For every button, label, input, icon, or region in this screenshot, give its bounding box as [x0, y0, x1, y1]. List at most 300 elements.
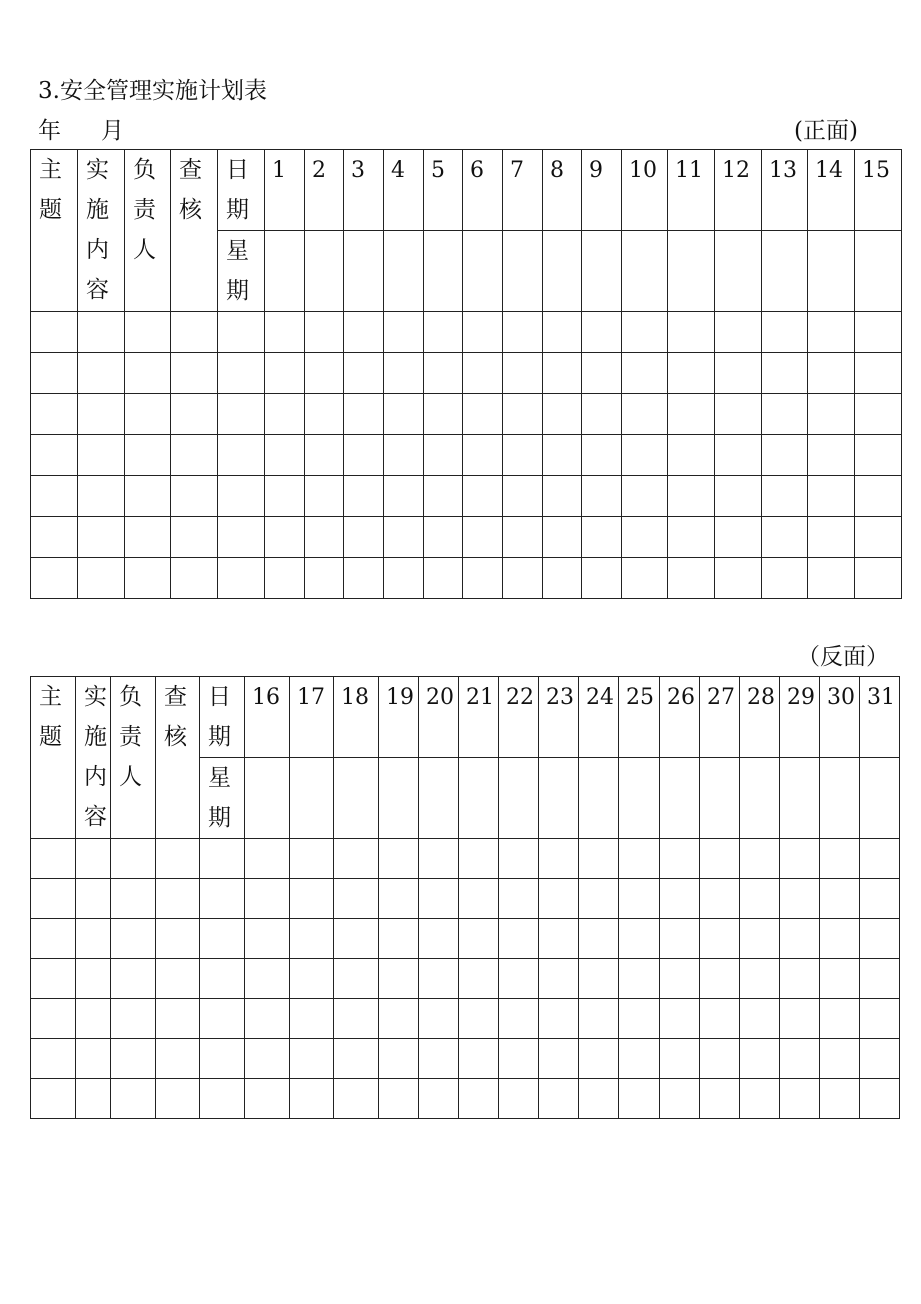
front-plan-cell[interactable] — [503, 517, 543, 558]
back-plan-cell[interactable] — [660, 839, 700, 879]
back-plan-cell[interactable] — [379, 1039, 419, 1079]
back-plan-cell[interactable] — [200, 1079, 245, 1119]
back-plan-cell[interactable] — [245, 959, 290, 999]
front-plan-cell[interactable] — [265, 435, 305, 476]
back-plan-cell[interactable] — [334, 1079, 379, 1119]
back-plan-cell[interactable] — [539, 919, 579, 959]
back-plan-cell[interactable] — [200, 959, 245, 999]
back-plan-cell[interactable] — [419, 999, 459, 1039]
front-plan-cell[interactable] — [171, 558, 218, 599]
back-plan-cell[interactable] — [619, 1079, 660, 1119]
back-plan-cell[interactable] — [245, 879, 290, 919]
front-weekday-cell[interactable] — [622, 231, 668, 312]
back-plan-cell[interactable] — [619, 1039, 660, 1079]
back-plan-cell[interactable] — [660, 1039, 700, 1079]
front-plan-cell[interactable] — [125, 312, 171, 353]
back-plan-cell[interactable] — [334, 839, 379, 879]
front-plan-cell[interactable] — [762, 353, 808, 394]
back-plan-cell[interactable] — [379, 919, 419, 959]
back-plan-cell[interactable] — [660, 959, 700, 999]
front-plan-cell[interactable] — [668, 476, 715, 517]
back-plan-cell[interactable] — [459, 1039, 499, 1079]
front-plan-cell[interactable] — [31, 353, 78, 394]
back-plan-cell[interactable] — [539, 1079, 579, 1119]
front-plan-cell[interactable] — [582, 353, 622, 394]
front-plan-cell[interactable] — [218, 558, 265, 599]
front-plan-cell[interactable] — [305, 312, 344, 353]
back-plan-cell[interactable] — [660, 879, 700, 919]
front-weekday-cell[interactable] — [424, 231, 463, 312]
back-plan-cell[interactable] — [700, 919, 740, 959]
front-plan-cell[interactable] — [78, 517, 125, 558]
back-plan-cell[interactable] — [419, 839, 459, 879]
front-plan-cell[interactable] — [125, 517, 171, 558]
back-plan-cell[interactable] — [334, 1039, 379, 1079]
back-weekday-cell[interactable] — [820, 758, 860, 839]
back-plan-cell[interactable] — [31, 879, 76, 919]
back-plan-cell[interactable] — [156, 959, 200, 999]
back-plan-cell[interactable] — [76, 1039, 111, 1079]
back-plan-cell[interactable] — [499, 1039, 539, 1079]
back-plan-cell[interactable] — [31, 1079, 76, 1119]
front-plan-cell[interactable] — [218, 394, 265, 435]
front-plan-cell[interactable] — [218, 435, 265, 476]
back-plan-cell[interactable] — [334, 959, 379, 999]
back-plan-cell[interactable] — [379, 879, 419, 919]
front-weekday-cell[interactable] — [855, 231, 902, 312]
back-plan-cell[interactable] — [579, 879, 619, 919]
front-plan-cell[interactable] — [305, 476, 344, 517]
front-plan-cell[interactable] — [171, 517, 218, 558]
back-plan-cell[interactable] — [156, 1039, 200, 1079]
back-plan-cell[interactable] — [539, 1039, 579, 1079]
back-weekday-cell[interactable] — [619, 758, 660, 839]
back-plan-cell[interactable] — [334, 999, 379, 1039]
front-weekday-cell[interactable] — [463, 231, 503, 312]
front-plan-cell[interactable] — [305, 394, 344, 435]
back-plan-cell[interactable] — [156, 999, 200, 1039]
back-plan-cell[interactable] — [290, 839, 334, 879]
back-plan-cell[interactable] — [740, 1039, 780, 1079]
front-plan-cell[interactable] — [125, 476, 171, 517]
front-plan-cell[interactable] — [125, 394, 171, 435]
back-weekday-cell[interactable] — [660, 758, 700, 839]
back-plan-cell[interactable] — [419, 919, 459, 959]
front-plan-cell[interactable] — [463, 353, 503, 394]
front-plan-cell[interactable] — [503, 353, 543, 394]
front-plan-cell[interactable] — [543, 353, 582, 394]
front-plan-cell[interactable] — [424, 353, 463, 394]
front-plan-cell[interactable] — [424, 517, 463, 558]
front-plan-cell[interactable] — [622, 312, 668, 353]
front-plan-cell[interactable] — [503, 312, 543, 353]
front-plan-cell[interactable] — [384, 476, 424, 517]
front-plan-cell[interactable] — [808, 312, 855, 353]
front-plan-cell[interactable] — [463, 558, 503, 599]
front-plan-cell[interactable] — [125, 353, 171, 394]
back-plan-cell[interactable] — [111, 1039, 156, 1079]
front-weekday-cell[interactable] — [305, 231, 344, 312]
back-plan-cell[interactable] — [820, 919, 860, 959]
back-plan-cell[interactable] — [334, 919, 379, 959]
back-plan-cell[interactable] — [200, 999, 245, 1039]
back-plan-cell[interactable] — [419, 1079, 459, 1119]
front-plan-cell[interactable] — [762, 517, 808, 558]
back-plan-cell[interactable] — [820, 1079, 860, 1119]
front-plan-cell[interactable] — [762, 394, 808, 435]
back-plan-cell[interactable] — [111, 959, 156, 999]
front-plan-cell[interactable] — [668, 517, 715, 558]
back-plan-cell[interactable] — [499, 1079, 539, 1119]
front-plan-cell[interactable] — [808, 353, 855, 394]
back-plan-cell[interactable] — [76, 959, 111, 999]
front-plan-cell[interactable] — [855, 312, 902, 353]
back-plan-cell[interactable] — [539, 839, 579, 879]
back-plan-cell[interactable] — [740, 1079, 780, 1119]
back-plan-cell[interactable] — [290, 1039, 334, 1079]
front-plan-cell[interactable] — [622, 558, 668, 599]
back-plan-cell[interactable] — [700, 879, 740, 919]
back-plan-cell[interactable] — [740, 839, 780, 879]
front-plan-cell[interactable] — [808, 435, 855, 476]
front-plan-cell[interactable] — [503, 435, 543, 476]
front-plan-cell[interactable] — [265, 394, 305, 435]
front-plan-cell[interactable] — [424, 312, 463, 353]
front-plan-cell[interactable] — [668, 435, 715, 476]
back-plan-cell[interactable] — [579, 959, 619, 999]
back-plan-cell[interactable] — [290, 1079, 334, 1119]
back-plan-cell[interactable] — [619, 919, 660, 959]
front-weekday-cell[interactable] — [808, 231, 855, 312]
front-plan-cell[interactable] — [582, 435, 622, 476]
back-plan-cell[interactable] — [740, 999, 780, 1039]
back-plan-cell[interactable] — [820, 839, 860, 879]
back-plan-cell[interactable] — [31, 999, 76, 1039]
front-plan-cell[interactable] — [344, 353, 384, 394]
front-plan-cell[interactable] — [715, 353, 762, 394]
front-plan-cell[interactable] — [543, 435, 582, 476]
back-weekday-cell[interactable] — [290, 758, 334, 839]
back-plan-cell[interactable] — [111, 1079, 156, 1119]
back-plan-cell[interactable] — [499, 919, 539, 959]
front-plan-cell[interactable] — [668, 558, 715, 599]
back-weekday-cell[interactable] — [780, 758, 820, 839]
front-plan-cell[interactable] — [582, 312, 622, 353]
front-plan-cell[interactable] — [463, 517, 503, 558]
front-plan-cell[interactable] — [218, 476, 265, 517]
front-plan-cell[interactable] — [78, 394, 125, 435]
front-plan-cell[interactable] — [503, 476, 543, 517]
front-plan-cell[interactable] — [384, 353, 424, 394]
back-plan-cell[interactable] — [660, 999, 700, 1039]
front-plan-cell[interactable] — [463, 476, 503, 517]
front-plan-cell[interactable] — [171, 394, 218, 435]
back-plan-cell[interactable] — [860, 1079, 900, 1119]
front-plan-cell[interactable] — [344, 558, 384, 599]
back-plan-cell[interactable] — [111, 839, 156, 879]
back-plan-cell[interactable] — [76, 999, 111, 1039]
front-plan-cell[interactable] — [855, 517, 902, 558]
front-plan-cell[interactable] — [305, 558, 344, 599]
back-plan-cell[interactable] — [245, 1039, 290, 1079]
back-plan-cell[interactable] — [459, 919, 499, 959]
back-plan-cell[interactable] — [245, 839, 290, 879]
front-plan-cell[interactable] — [424, 476, 463, 517]
back-plan-cell[interactable] — [780, 919, 820, 959]
front-plan-cell[interactable] — [622, 394, 668, 435]
back-plan-cell[interactable] — [459, 879, 499, 919]
front-plan-cell[interactable] — [463, 394, 503, 435]
front-plan-cell[interactable] — [31, 517, 78, 558]
back-plan-cell[interactable] — [290, 999, 334, 1039]
front-plan-cell[interactable] — [668, 312, 715, 353]
front-weekday-cell[interactable] — [344, 231, 384, 312]
back-plan-cell[interactable] — [780, 1079, 820, 1119]
front-plan-cell[interactable] — [762, 312, 808, 353]
back-plan-cell[interactable] — [200, 1039, 245, 1079]
front-plan-cell[interactable] — [31, 312, 78, 353]
back-plan-cell[interactable] — [660, 1079, 700, 1119]
front-plan-cell[interactable] — [305, 517, 344, 558]
front-plan-cell[interactable] — [808, 394, 855, 435]
front-plan-cell[interactable] — [218, 517, 265, 558]
front-plan-cell[interactable] — [543, 312, 582, 353]
front-plan-cell[interactable] — [715, 517, 762, 558]
front-plan-cell[interactable] — [582, 517, 622, 558]
front-plan-cell[interactable] — [463, 435, 503, 476]
front-plan-cell[interactable] — [715, 558, 762, 599]
front-plan-cell[interactable] — [344, 476, 384, 517]
front-plan-cell[interactable] — [31, 558, 78, 599]
front-weekday-cell[interactable] — [384, 231, 424, 312]
back-plan-cell[interactable] — [290, 919, 334, 959]
front-plan-cell[interactable] — [424, 394, 463, 435]
front-plan-cell[interactable] — [855, 353, 902, 394]
back-plan-cell[interactable] — [860, 999, 900, 1039]
back-plan-cell[interactable] — [76, 839, 111, 879]
front-plan-cell[interactable] — [715, 394, 762, 435]
back-plan-cell[interactable] — [660, 919, 700, 959]
back-plan-cell[interactable] — [740, 919, 780, 959]
front-plan-cell[interactable] — [384, 312, 424, 353]
back-plan-cell[interactable] — [539, 959, 579, 999]
back-plan-cell[interactable] — [111, 919, 156, 959]
back-plan-cell[interactable] — [31, 959, 76, 999]
front-plan-cell[interactable] — [503, 558, 543, 599]
front-plan-cell[interactable] — [384, 435, 424, 476]
back-plan-cell[interactable] — [700, 999, 740, 1039]
front-weekday-cell[interactable] — [503, 231, 543, 312]
front-plan-cell[interactable] — [384, 517, 424, 558]
front-plan-cell[interactable] — [305, 435, 344, 476]
front-plan-cell[interactable] — [855, 394, 902, 435]
back-plan-cell[interactable] — [499, 999, 539, 1039]
back-plan-cell[interactable] — [499, 839, 539, 879]
back-plan-cell[interactable] — [290, 879, 334, 919]
back-plan-cell[interactable] — [539, 999, 579, 1039]
front-plan-cell[interactable] — [265, 476, 305, 517]
front-plan-cell[interactable] — [715, 312, 762, 353]
front-plan-cell[interactable] — [808, 558, 855, 599]
front-plan-cell[interactable] — [344, 312, 384, 353]
front-plan-cell[interactable] — [762, 435, 808, 476]
front-plan-cell[interactable] — [715, 435, 762, 476]
front-plan-cell[interactable] — [344, 435, 384, 476]
front-plan-cell[interactable] — [622, 353, 668, 394]
back-plan-cell[interactable] — [579, 999, 619, 1039]
back-plan-cell[interactable] — [499, 879, 539, 919]
front-plan-cell[interactable] — [305, 353, 344, 394]
back-plan-cell[interactable] — [499, 959, 539, 999]
front-weekday-cell[interactable] — [582, 231, 622, 312]
back-plan-cell[interactable] — [860, 919, 900, 959]
back-plan-cell[interactable] — [290, 959, 334, 999]
back-plan-cell[interactable] — [619, 999, 660, 1039]
back-plan-cell[interactable] — [780, 959, 820, 999]
front-plan-cell[interactable] — [125, 558, 171, 599]
back-plan-cell[interactable] — [740, 879, 780, 919]
front-plan-cell[interactable] — [265, 312, 305, 353]
back-plan-cell[interactable] — [379, 839, 419, 879]
back-plan-cell[interactable] — [700, 1079, 740, 1119]
back-weekday-cell[interactable] — [860, 758, 900, 839]
front-plan-cell[interactable] — [582, 558, 622, 599]
back-plan-cell[interactable] — [780, 839, 820, 879]
front-plan-cell[interactable] — [31, 476, 78, 517]
back-plan-cell[interactable] — [459, 999, 499, 1039]
back-weekday-cell[interactable] — [334, 758, 379, 839]
back-plan-cell[interactable] — [780, 1039, 820, 1079]
front-plan-cell[interactable] — [218, 353, 265, 394]
front-plan-cell[interactable] — [265, 558, 305, 599]
back-plan-cell[interactable] — [111, 879, 156, 919]
back-plan-cell[interactable] — [245, 1079, 290, 1119]
back-weekday-cell[interactable] — [379, 758, 419, 839]
back-plan-cell[interactable] — [860, 959, 900, 999]
back-plan-cell[interactable] — [419, 959, 459, 999]
back-plan-cell[interactable] — [156, 1079, 200, 1119]
front-plan-cell[interactable] — [78, 558, 125, 599]
back-plan-cell[interactable] — [700, 839, 740, 879]
front-plan-cell[interactable] — [31, 435, 78, 476]
front-plan-cell[interactable] — [171, 353, 218, 394]
back-plan-cell[interactable] — [379, 959, 419, 999]
back-plan-cell[interactable] — [740, 959, 780, 999]
back-plan-cell[interactable] — [111, 999, 156, 1039]
back-plan-cell[interactable] — [245, 919, 290, 959]
front-plan-cell[interactable] — [265, 353, 305, 394]
front-plan-cell[interactable] — [622, 435, 668, 476]
front-plan-cell[interactable] — [31, 394, 78, 435]
back-plan-cell[interactable] — [31, 1039, 76, 1079]
front-plan-cell[interactable] — [582, 394, 622, 435]
back-weekday-cell[interactable] — [740, 758, 780, 839]
front-plan-cell[interactable] — [668, 394, 715, 435]
front-plan-cell[interactable] — [622, 476, 668, 517]
back-plan-cell[interactable] — [820, 959, 860, 999]
back-plan-cell[interactable] — [820, 1039, 860, 1079]
back-plan-cell[interactable] — [31, 919, 76, 959]
front-plan-cell[interactable] — [171, 312, 218, 353]
front-plan-cell[interactable] — [582, 476, 622, 517]
front-plan-cell[interactable] — [78, 312, 125, 353]
front-plan-cell[interactable] — [543, 394, 582, 435]
front-plan-cell[interactable] — [424, 558, 463, 599]
back-weekday-cell[interactable] — [245, 758, 290, 839]
front-weekday-cell[interactable] — [715, 231, 762, 312]
front-plan-cell[interactable] — [265, 517, 305, 558]
back-plan-cell[interactable] — [31, 839, 76, 879]
back-plan-cell[interactable] — [820, 879, 860, 919]
back-plan-cell[interactable] — [579, 1079, 619, 1119]
back-plan-cell[interactable] — [334, 879, 379, 919]
front-plan-cell[interactable] — [171, 476, 218, 517]
back-plan-cell[interactable] — [459, 959, 499, 999]
back-weekday-cell[interactable] — [539, 758, 579, 839]
back-weekday-cell[interactable] — [419, 758, 459, 839]
front-plan-cell[interactable] — [622, 517, 668, 558]
back-plan-cell[interactable] — [579, 1039, 619, 1079]
back-plan-cell[interactable] — [379, 999, 419, 1039]
front-weekday-cell[interactable] — [543, 231, 582, 312]
front-plan-cell[interactable] — [503, 394, 543, 435]
front-plan-cell[interactable] — [384, 394, 424, 435]
front-plan-cell[interactable] — [715, 476, 762, 517]
back-plan-cell[interactable] — [780, 999, 820, 1039]
back-plan-cell[interactable] — [860, 1039, 900, 1079]
back-plan-cell[interactable] — [200, 839, 245, 879]
front-plan-cell[interactable] — [762, 558, 808, 599]
back-plan-cell[interactable] — [780, 879, 820, 919]
back-weekday-cell[interactable] — [579, 758, 619, 839]
back-plan-cell[interactable] — [76, 1079, 111, 1119]
back-plan-cell[interactable] — [156, 879, 200, 919]
back-plan-cell[interactable] — [619, 839, 660, 879]
back-plan-cell[interactable] — [579, 839, 619, 879]
back-plan-cell[interactable] — [76, 879, 111, 919]
back-plan-cell[interactable] — [619, 879, 660, 919]
front-plan-cell[interactable] — [762, 476, 808, 517]
front-plan-cell[interactable] — [855, 435, 902, 476]
back-plan-cell[interactable] — [860, 839, 900, 879]
back-plan-cell[interactable] — [200, 879, 245, 919]
back-plan-cell[interactable] — [579, 919, 619, 959]
back-plan-cell[interactable] — [700, 959, 740, 999]
back-plan-cell[interactable] — [459, 839, 499, 879]
back-plan-cell[interactable] — [419, 879, 459, 919]
back-plan-cell[interactable] — [245, 999, 290, 1039]
front-plan-cell[interactable] — [78, 476, 125, 517]
front-plan-cell[interactable] — [855, 476, 902, 517]
back-plan-cell[interactable] — [539, 879, 579, 919]
back-plan-cell[interactable] — [860, 879, 900, 919]
front-plan-cell[interactable] — [384, 558, 424, 599]
front-plan-cell[interactable] — [344, 517, 384, 558]
back-plan-cell[interactable] — [76, 919, 111, 959]
back-plan-cell[interactable] — [419, 1039, 459, 1079]
front-plan-cell[interactable] — [344, 394, 384, 435]
front-plan-cell[interactable] — [463, 312, 503, 353]
front-weekday-cell[interactable] — [668, 231, 715, 312]
front-plan-cell[interactable] — [543, 558, 582, 599]
front-plan-cell[interactable] — [543, 517, 582, 558]
front-plan-cell[interactable] — [78, 353, 125, 394]
front-plan-cell[interactable] — [218, 312, 265, 353]
front-plan-cell[interactable] — [78, 435, 125, 476]
front-weekday-cell[interactable] — [762, 231, 808, 312]
back-plan-cell[interactable] — [619, 959, 660, 999]
front-plan-cell[interactable] — [668, 353, 715, 394]
